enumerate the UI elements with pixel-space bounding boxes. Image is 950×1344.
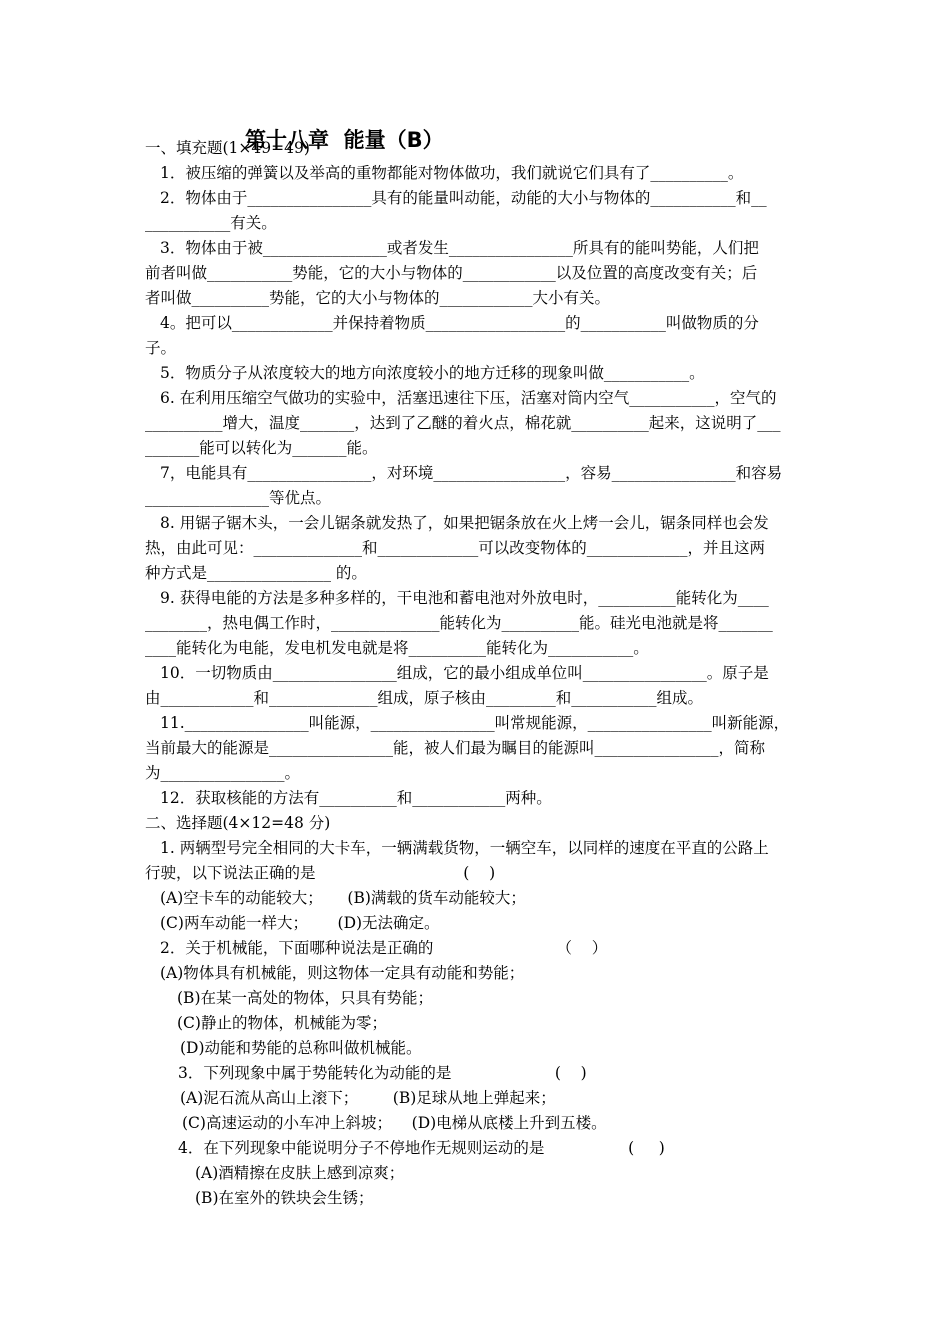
text-line: 前者叫做___________势能，它的大小与物体的____________以及位置的高度改变有关；后 [145,264,758,282]
text-line: 6. 在利用压缩空气做功的实验中，活塞迅速往下压，活塞对筒内空气___________，空气的 [160,389,777,407]
text-line: ___________有关。 [145,214,277,232]
text-line: 者叫做__________势能，它的大小与物体的____________大小有关。 [145,289,611,307]
text-line: 10．一切物质由________________组成，它的最小组成单位叫________________。原子是 [160,664,769,682]
page-title: 第十八章 能量（B） [245,128,444,152]
text-line: (A)泥石流从高山上滚下； (B)足球从地上弹起来； [180,1089,556,1107]
text-line: (D)动能和势能的总称叫做机械能。 [180,1039,422,1057]
text-line: __________增大，温度_______，达到了乙醚的着火点，棉花就__________起来，这说明了___ [145,414,781,432]
text-line: 11.________________叫能源，________________叫常规能源，________________叫新能源， [160,714,790,732]
text-line: (B)在某一高处的物体，只具有势能； [177,989,433,1007]
text-line: 为________________。 [145,764,301,782]
text-line: 3．物体由于被________________或者发生________________所具有的能叫势能，人们把 [160,239,759,257]
text-line: 2．物体由于________________具有的能量叫动能，动能的大小与物体的___________和__ [160,189,767,207]
text-line: 子。 [145,339,177,357]
text-line: 行驶，以下说法正确的是 ( ) [145,864,496,882]
text-line: (B)在室外的铁块会生锈； [195,1189,374,1207]
text-line: 种方式是________________ 的。 [145,564,367,582]
text-line: 热，由此可见：______________和_____________可以改变物体的_____________，并且这两 [145,539,766,557]
text-line: (C)静止的物体，机械能为零； [177,1014,387,1032]
text-line: 一、填充题(1×49=49) [145,139,310,157]
text-line: (C)两车动能一样大； (D)无法确定。 [160,914,440,932]
text-line: _______能可以转化为_______能。 [145,439,378,457]
text-line: 8. 用锯子锯木头，一会儿锯条就发热了，如果把锯条放在火上烤一会儿，锯条同样也会发 [160,514,769,532]
text-line: ________________等优点。 [145,489,332,507]
text-line: 12．获取核能的方法有__________和____________两种。 [160,789,552,807]
text-line: (A)空卡车的动能较大； (B)满载的货车动能较大； [160,889,526,907]
text-line: 由____________和______________组成，原子核由_________和___________组成。 [145,689,704,707]
text-line: 二、选择题(4×12=48 分) [145,814,331,832]
text-line: 1．被压缩的弹簧以及举高的重物都能对物体做功，我们就说它们具有了__________。 [160,164,744,182]
text-line: 5．物质分子从浓度较大的地方向浓度较小的地方迁移的现象叫做___________。 [160,364,705,382]
text-line: (C)高速运动的小车冲上斜坡； (D)电梯从底楼上升到五楼。 [182,1114,607,1132]
text-line: 1. 两辆型号完全相同的大卡车，一辆满载货物，一辆空车，以同样的速度在平直的公路上 [160,839,769,857]
text-line: 7，电能具有________________，对环境_________________，容易________________和容易 [160,464,783,482]
text-line: 3．下列现象中属于势能转化为动能的是 ( ) [178,1064,587,1082]
text-line: 4．在下列现象中能说明分子不停地作无规则运动的是 ( ) [178,1139,665,1157]
text-line: 4。把可以_____________并保持着物质__________________的___________叫做物质的分 [160,314,759,332]
text-line: 当前最大的能源是________________能，被人们最为瞩目的能源叫________________，简称 [145,739,766,757]
text-line: (A)酒精擦在皮肤上感到凉爽； [195,1164,405,1182]
text-line: ________，热电偶工作时，______________能转化为__________能。硅光电池就是将_______ [145,614,773,632]
text-line: 9. 获得电能的方法是多种多样的，干电池和蓄电池对外放电时，__________能转化为____ [160,589,769,607]
text-line: 2．关于机械能，下面哪种说法是正确的 （ ） [160,939,608,957]
text-line: (A)物体具有机械能，则这物体一定具有动能和势能； [160,964,525,982]
text-line: ____能转化为电能，发电机发电就是将__________能转化为___________。 [145,639,649,657]
